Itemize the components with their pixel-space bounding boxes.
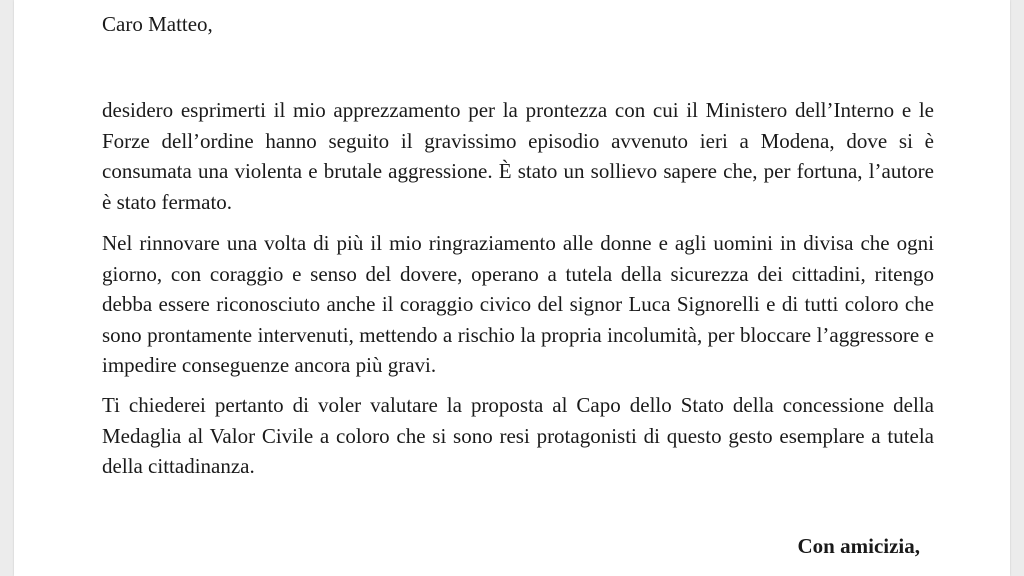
letter-paragraph-3: Ti chiederei pertanto di voler valutare la proposta al Capo dello Stato della concessione della Medaglia al Valor Civile a coloro che si sono resi protagonisti di questo gesto esemplare a tutela della cittadinanza.	[102, 393, 934, 478]
letter-greeting: Caro Matteo,	[102, 12, 213, 36]
letter-paragraph-2: Nel rinnovare una volta di più il mio ringraziamento alle donne e agli uomini in divisa che ogni giorno, con coraggio e senso del dovere, operano a tutela della sicurezza dei cittadini, ritengo debba essere riconosciuto anche il coraggio civico del signor Luca Signorelli e di tutti coloro che sono prontamente intervenuti, mettendo a rischio la propria incolumità, per bloccare l’aggressore e impedire conseguenze ancora più gravi.	[102, 231, 934, 377]
letter-closing: Con amicizia,	[797, 534, 920, 558]
letter-paragraph-1: desidero esprimerti il mio apprezzamento per la prontezza con cui il Ministero dell’Interno e le Forze dell’ordine hanno seguito il gravissimo episodio avvenuto ieri a Modena, dove si è consumata una violenta e brutale aggressione. È stato un sollievo sapere che, per fortuna, l’autore è stato fermato.	[102, 98, 934, 214]
letter-page	[14, 0, 1010, 576]
